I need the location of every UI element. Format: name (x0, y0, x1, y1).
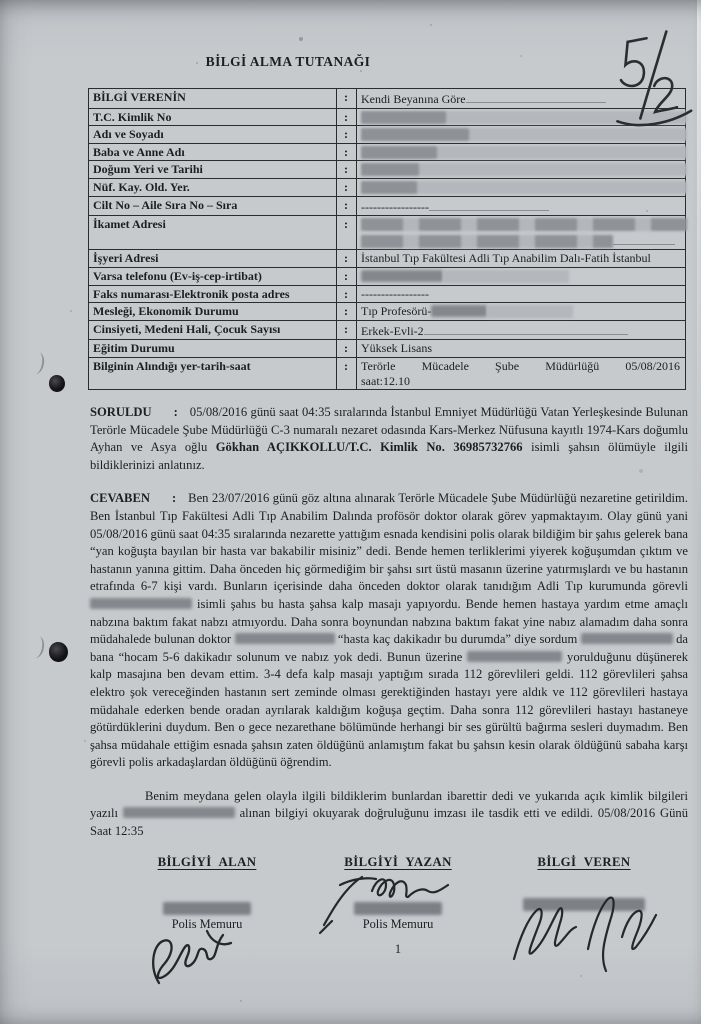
redaction-blur (431, 305, 487, 317)
row-label: İşyeri Adresi (89, 250, 337, 268)
table-row (89, 340, 686, 358)
row-colon: : (337, 267, 357, 285)
table-row (89, 161, 686, 179)
binder-mark-icon (28, 635, 46, 659)
signature-column-bilgiyi-alan (117, 855, 297, 932)
row-label: Adı ve Soyadı (89, 126, 337, 144)
table-row (89, 357, 686, 389)
statement-block (90, 404, 688, 841)
text-segment: ----------------- (361, 286, 429, 301)
row-colon: : (337, 250, 357, 268)
binder-hole-icon (49, 642, 68, 662)
closing-paragraph (90, 788, 688, 841)
signature-heading: BİLGİYİ ALAN (157, 855, 257, 869)
redaction-blur (90, 598, 192, 609)
redaction-blur (467, 651, 562, 662)
redaction-blur (581, 633, 673, 644)
text-segment: İstanbul Tıp Fakültesi Adli Tıp Anabilim Dalı-Fatih İstanbul (361, 251, 651, 266)
text-segment: Terörle Mücadele Şube Müdürlüğü 05/08/2016 (361, 358, 680, 373)
text-segment: yorulduğunu düşünerek kalp masajına ben devam ettim. 3-4 defa kalp masajı yaptığım sırada 112 görevlileri geldi. 112 görevlileri şahsa elektro şok vereceğinden hastanın sert zeminde olması gerektiğinden hastayı yere aldık ve 112 görevlileri hastaya müdahale ederken bende oradan ayrılarak kaldığım koğuşa geçtim. Daha sonra 112 görevlileri hastayı hastaneye götürdüklerini duydum. Ben o gece nezarethane bölümünde herhangi bir ses gürültü bağırma sesleri duymadım. Ben şahsa müdahale ettiğim esnada şahsın zaten öldüğünü anlamıştım fakat bu şahsın kesin olarak öldüğünü sabaha karşı görevli polis arkadaşlardan öldüğünü öğrendim. (90, 649, 689, 770)
table-row (89, 303, 686, 321)
row-label: Doğum Yeri ve Tarihi (89, 161, 337, 179)
table-row (89, 267, 686, 285)
redaction-blur (361, 111, 446, 124)
redaction-blur (235, 633, 335, 644)
paper-specks (0, 0, 2, 2)
row-value (357, 285, 686, 303)
statement-label: CEVABEN (90, 491, 150, 506)
text-segment: “hasta kaç dakikadır bu durumda” diye sordum (334, 632, 581, 647)
row-value (357, 320, 686, 340)
row-value (357, 196, 686, 216)
signer-role: Polis Memuru (171, 917, 243, 931)
table-row (89, 320, 686, 340)
text-segment: Benim meydana gelen olayla ilgili bildiklerim bunlardan ibarettir dedi ve yukarıda açık kimlik bilgileri yazılı (90, 788, 688, 821)
table-row (89, 216, 686, 250)
text-segment: da bana “hocam 5-6 dakikadır solunum ve nabız yok dedi. Bunun üzerine (90, 632, 688, 664)
row-label: Baba ve Anne Adı (89, 143, 337, 161)
redacted-name (163, 902, 251, 915)
row-label: Cilt No – Aile Sıra No – Sıra (89, 196, 337, 216)
redaction-blur (123, 807, 235, 818)
row-value (357, 267, 686, 285)
row-colon: : (337, 340, 357, 358)
signature-heading: BİLGİYİ YAZAN (344, 855, 452, 869)
table-row (89, 126, 686, 144)
fill-line (429, 198, 549, 211)
row-label: Bilginin Alındığı yer-tarih-saat (89, 357, 337, 389)
redaction-blur (361, 128, 469, 141)
row-label: Mesleği, Ekonomik Durumu (89, 303, 337, 321)
fill-line (466, 90, 606, 103)
signer-role: Polis Memuru (362, 917, 434, 931)
statement-colon: : (171, 491, 177, 506)
document-title: BİLGİ ALMA TUTANAĞI (205, 54, 371, 69)
text-segment: saat:12.10 (361, 373, 410, 388)
row-value (357, 303, 686, 321)
bold-text-segment: Gökhan AÇIKKOLLU/T.C. Kimlik No. 36985732766 (215, 440, 523, 455)
text-segment: Ben 23/07/2016 günü göz altına alınarak Terörle Mücadele Şube Müdürlüğü nezaretine getirildim. Ben İstanbul Tıp Fakültesi Adli Tıp Anabilim Dalında profösör doktor olarak görev yapmaktayım. Olay günü yani 05/08/2016 günü saat 04:35 sıralarında nezarette yattığım esnada kendisini polis olarak bildiğim bir şahıs gelerek bana “yan koğuşta bayılan bir hasta var bakabilir misiniz” dedi. Bende hemen terliklerimi yiyerek koğuşumdan çıktım ve hastanın yanına gittim. Daha önceden hiç görmediğim bir şahsı sırt üstü masanın üzerine yatırmışlardı ve bu hastanın etrafında 6-7 kişi vardı. Bunların içerisinde daha önceden doktor olarak tanıdığım Adli Tıp kurumunda görevli (90, 491, 688, 594)
table-row (89, 196, 686, 216)
text-segment: ----------------- (361, 199, 429, 214)
row-colon: : (337, 303, 357, 321)
row-colon: : (337, 178, 357, 196)
text-segment: Yüksek Lisans (361, 341, 432, 356)
redaction-band (443, 270, 569, 283)
row-label: Cinsiyeti, Medeni Hali, Çocuk Sayısı (89, 320, 337, 340)
text-segment: 05/08/2016 günü saat 04:35 sıralarında İstanbul Emniyet Müdürlüğü Vatan Yerleşkesinde Bulunan Terörle Mücadele Şube Müdürlüğü C-3 numaralı nezaret odasında Kars-Merkez Nüfusuna kayıtlı 1974-Kars doğumlu Ayhan ve Asya oğlu (90, 405, 688, 455)
signature-column-bilgiyi-yazan (308, 855, 488, 957)
row-label: Nüf. Kay. Old. Yer. (89, 178, 337, 196)
redaction-blur (361, 146, 437, 159)
row-value (357, 161, 686, 179)
row-colon: : (337, 216, 357, 250)
binder-hole-icon (49, 375, 65, 392)
table-row (89, 108, 686, 126)
text-segment: isimli şahıs bu hasta şahsa kalp masajı yapıyordu. Bende hemen hastaya yardım etme amaçlı nabzına baktım fakat nabzı atmıyordu. Daha sonra boynundan nabzına baktım fakat yine nabız alamadım daha sonra müdahalede bulunan doktor (90, 596, 688, 647)
identity-table (88, 88, 686, 390)
row-value (357, 178, 686, 196)
row-label: BİLGİ VERENİN (89, 89, 337, 109)
row-colon: : (337, 161, 357, 179)
statement-label: SORULDU (90, 405, 152, 419)
row-value (357, 357, 686, 389)
text-segment: isimli şahsın ölümüyle ilgili bildiklerinizi anlatınız. (90, 440, 688, 472)
redaction-band (361, 146, 687, 159)
text-segment: Erkek-Evli-2 (361, 323, 424, 338)
text-segment: alınan bilgiyi okuyarak doğruluğunu imzası ile tasdik etti ve edildi. 05/08/2016 Günü Saat 12:35 (90, 806, 688, 839)
page-edge (697, 0, 701, 563)
row-value (357, 216, 686, 250)
redaction-words (361, 218, 687, 231)
table-row (89, 285, 686, 303)
redaction-blur (361, 163, 419, 176)
redaction-words (361, 235, 613, 248)
text-segment: Kendi Beyanına Göre (361, 92, 466, 106)
redaction-band (361, 163, 687, 176)
row-colon: : (337, 285, 357, 303)
signature-heading: BİLGİ VEREN (537, 855, 631, 869)
row-label: İkamet Adresi (89, 216, 337, 250)
statement-soruldu (90, 404, 688, 474)
row-colon: : (337, 108, 357, 126)
redaction-band (361, 181, 687, 194)
row-colon: : (337, 89, 357, 109)
statement-cevaben (90, 490, 688, 772)
row-label: Eğitim Durumu (89, 340, 337, 358)
row-colon: : (337, 126, 357, 144)
table-row (89, 250, 686, 268)
row-label: T.C. Kimlik No (89, 108, 337, 126)
redaction-blur (361, 270, 443, 282)
row-label: Faks numarası-Elektronik posta adres (89, 285, 337, 303)
binder-mark-icon (28, 351, 46, 375)
row-colon: : (337, 357, 357, 389)
signature-bilgiyi-yazan (316, 863, 456, 938)
redaction-band (487, 305, 573, 318)
row-colon: : (337, 196, 357, 216)
signature-bilgiyi-alan (145, 917, 245, 1002)
statement-colon: : (173, 405, 178, 419)
row-label: Varsa telefonu (Ev-iş-cep-irtibat) (89, 267, 337, 285)
row-value (357, 340, 686, 358)
page-number: 1 (394, 942, 402, 956)
row-value (357, 250, 686, 268)
table-row (89, 143, 686, 161)
table-row (89, 89, 686, 109)
signature-column-bilgi-veren (494, 855, 674, 913)
row-colon: : (337, 143, 357, 161)
fill-line (613, 232, 675, 245)
signature-bilgi-veren (502, 887, 662, 982)
row-colon: : (337, 320, 357, 340)
handwritten-page-mark (610, 27, 698, 134)
fill-line (424, 322, 628, 335)
row-value (357, 143, 686, 161)
redaction-blur (361, 181, 417, 194)
text-segment: Tıp Profesörü- (361, 304, 432, 319)
table-row (89, 178, 686, 196)
